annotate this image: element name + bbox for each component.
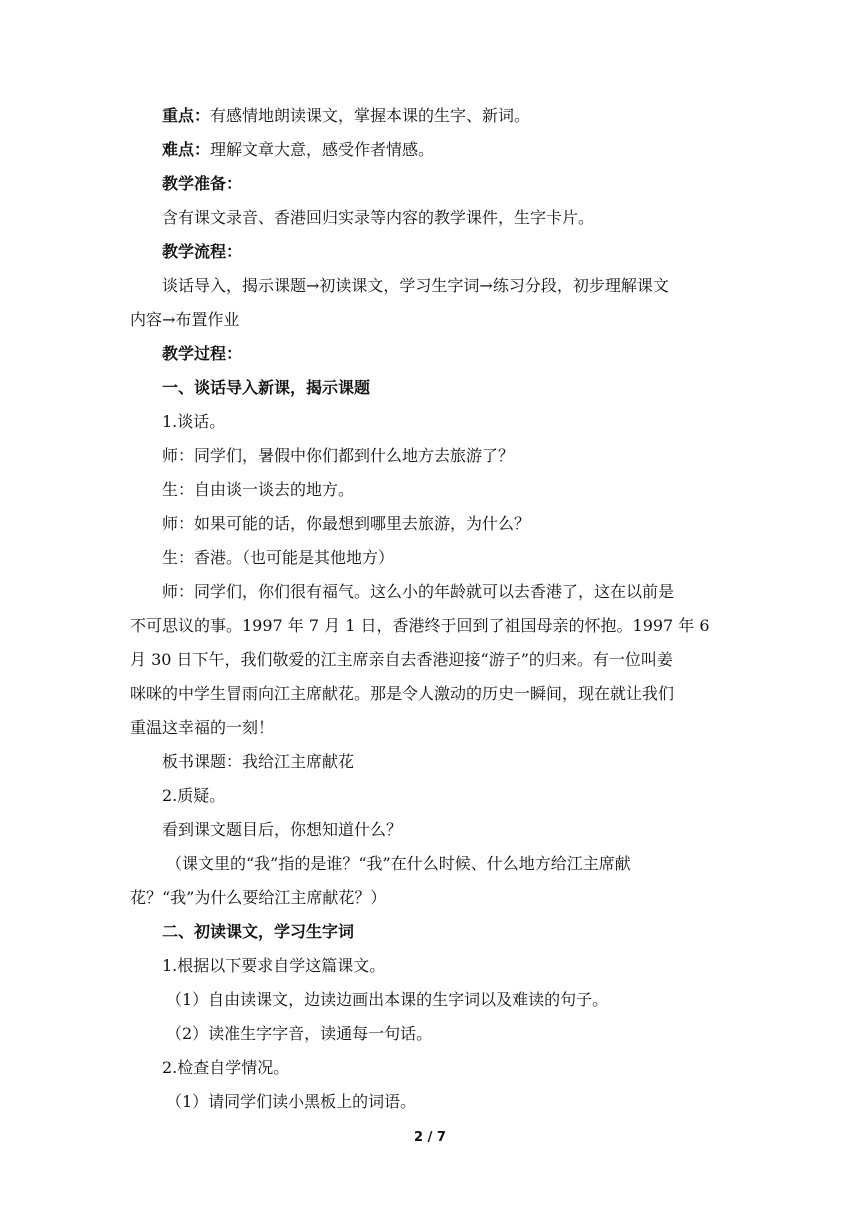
process-heading: 教学过程： [162, 344, 243, 363]
paragraph-line: 咪咪的中学生冒雨向江主席献花。那是令人激动的历史一瞬间，现在就让我们 [130, 684, 675, 703]
paragraph-line: 师：如果可能的话，你最想到哪里去旅游，为什么？ [162, 514, 531, 533]
paragraph-line: 生：自由谈一谈去的地方。 [162, 480, 355, 499]
key-point-label: 重点： [162, 106, 211, 125]
paragraph-line: 月 30 日下午，我们敬爱的江主席亲自去香港迎接“游子”的归来。有一位叫姜 [130, 650, 673, 669]
difficulty-label: 难点： [162, 140, 211, 159]
page-number: 2 / 7 [414, 1130, 446, 1145]
paragraph-line: （1）请同学们读小黑板上的词语。 [166, 1092, 417, 1111]
paragraph-line: 1.谈话。 [162, 412, 226, 431]
preparation-heading: 教学准备： [162, 174, 243, 193]
paragraph-line: 板书课题：我给江主席献花 [162, 752, 355, 771]
flow-heading: 教学流程： [162, 242, 243, 261]
paragraph-line: （课文里的“我”指的是谁？“我”在什么时候、什么地方给江主席献 [166, 854, 631, 873]
paragraph-line: 生：香港。（也可能是其他地方） [162, 548, 395, 567]
paragraph-line: 看到课文题目后，你想知道什么？ [162, 820, 403, 839]
paragraph-line: 师：同学们，暑假中你们都到什么地方去旅游了？ [162, 446, 515, 465]
difficulty-text: 理解文章大意，感受作者情感。 [210, 140, 435, 159]
preparation-text: 含有课文录音、香港回归实录等内容的教学课件，生字卡片。 [162, 208, 595, 227]
paragraph-line: 不可思议的事。1997 年 7 月 1 日，香港终于回到了祖国母亲的怀抱。1997 年 6 [130, 616, 710, 635]
section-two-heading: 二、初读课文，学习生字词 [162, 922, 355, 941]
document-body [130, 99, 728, 1119]
flow-text-line-1: 谈话导入，揭示课题→初读课文，学习生字词→练习分段，初步理解课文 [162, 276, 669, 295]
paragraph-line: 1.根据以下要求自学这篇课文。 [162, 956, 386, 975]
flow-text-line-2: 内容→布置作业 [130, 310, 240, 329]
paragraph-line: （1）自由读课文，边读边画出本课的生字词以及难读的句子。 [166, 990, 609, 1009]
key-point-line [130, 99, 728, 133]
section-one-heading: 一、谈话导入新课，揭示课题 [162, 378, 371, 397]
paragraph-line: 师：同学们，你们很有福气。这么小的年龄就可以去香港了，这在以前是 [162, 582, 675, 601]
paragraph-line: 2.检查自学情况。 [162, 1058, 290, 1077]
paragraph-line: 花？“我”为什么要给江主席献花？） [130, 888, 387, 907]
paragraph-line: 2.质疑。 [162, 786, 226, 805]
key-point-text: 有感情地朗读课文，掌握本课的生字、新词。 [210, 106, 531, 125]
difficulty-line [130, 133, 728, 167]
paragraph-line: 重温这幸福的一刻！ [130, 718, 275, 737]
paragraph-line: （2）读准生字字音，读通每一句话。 [166, 1024, 433, 1043]
